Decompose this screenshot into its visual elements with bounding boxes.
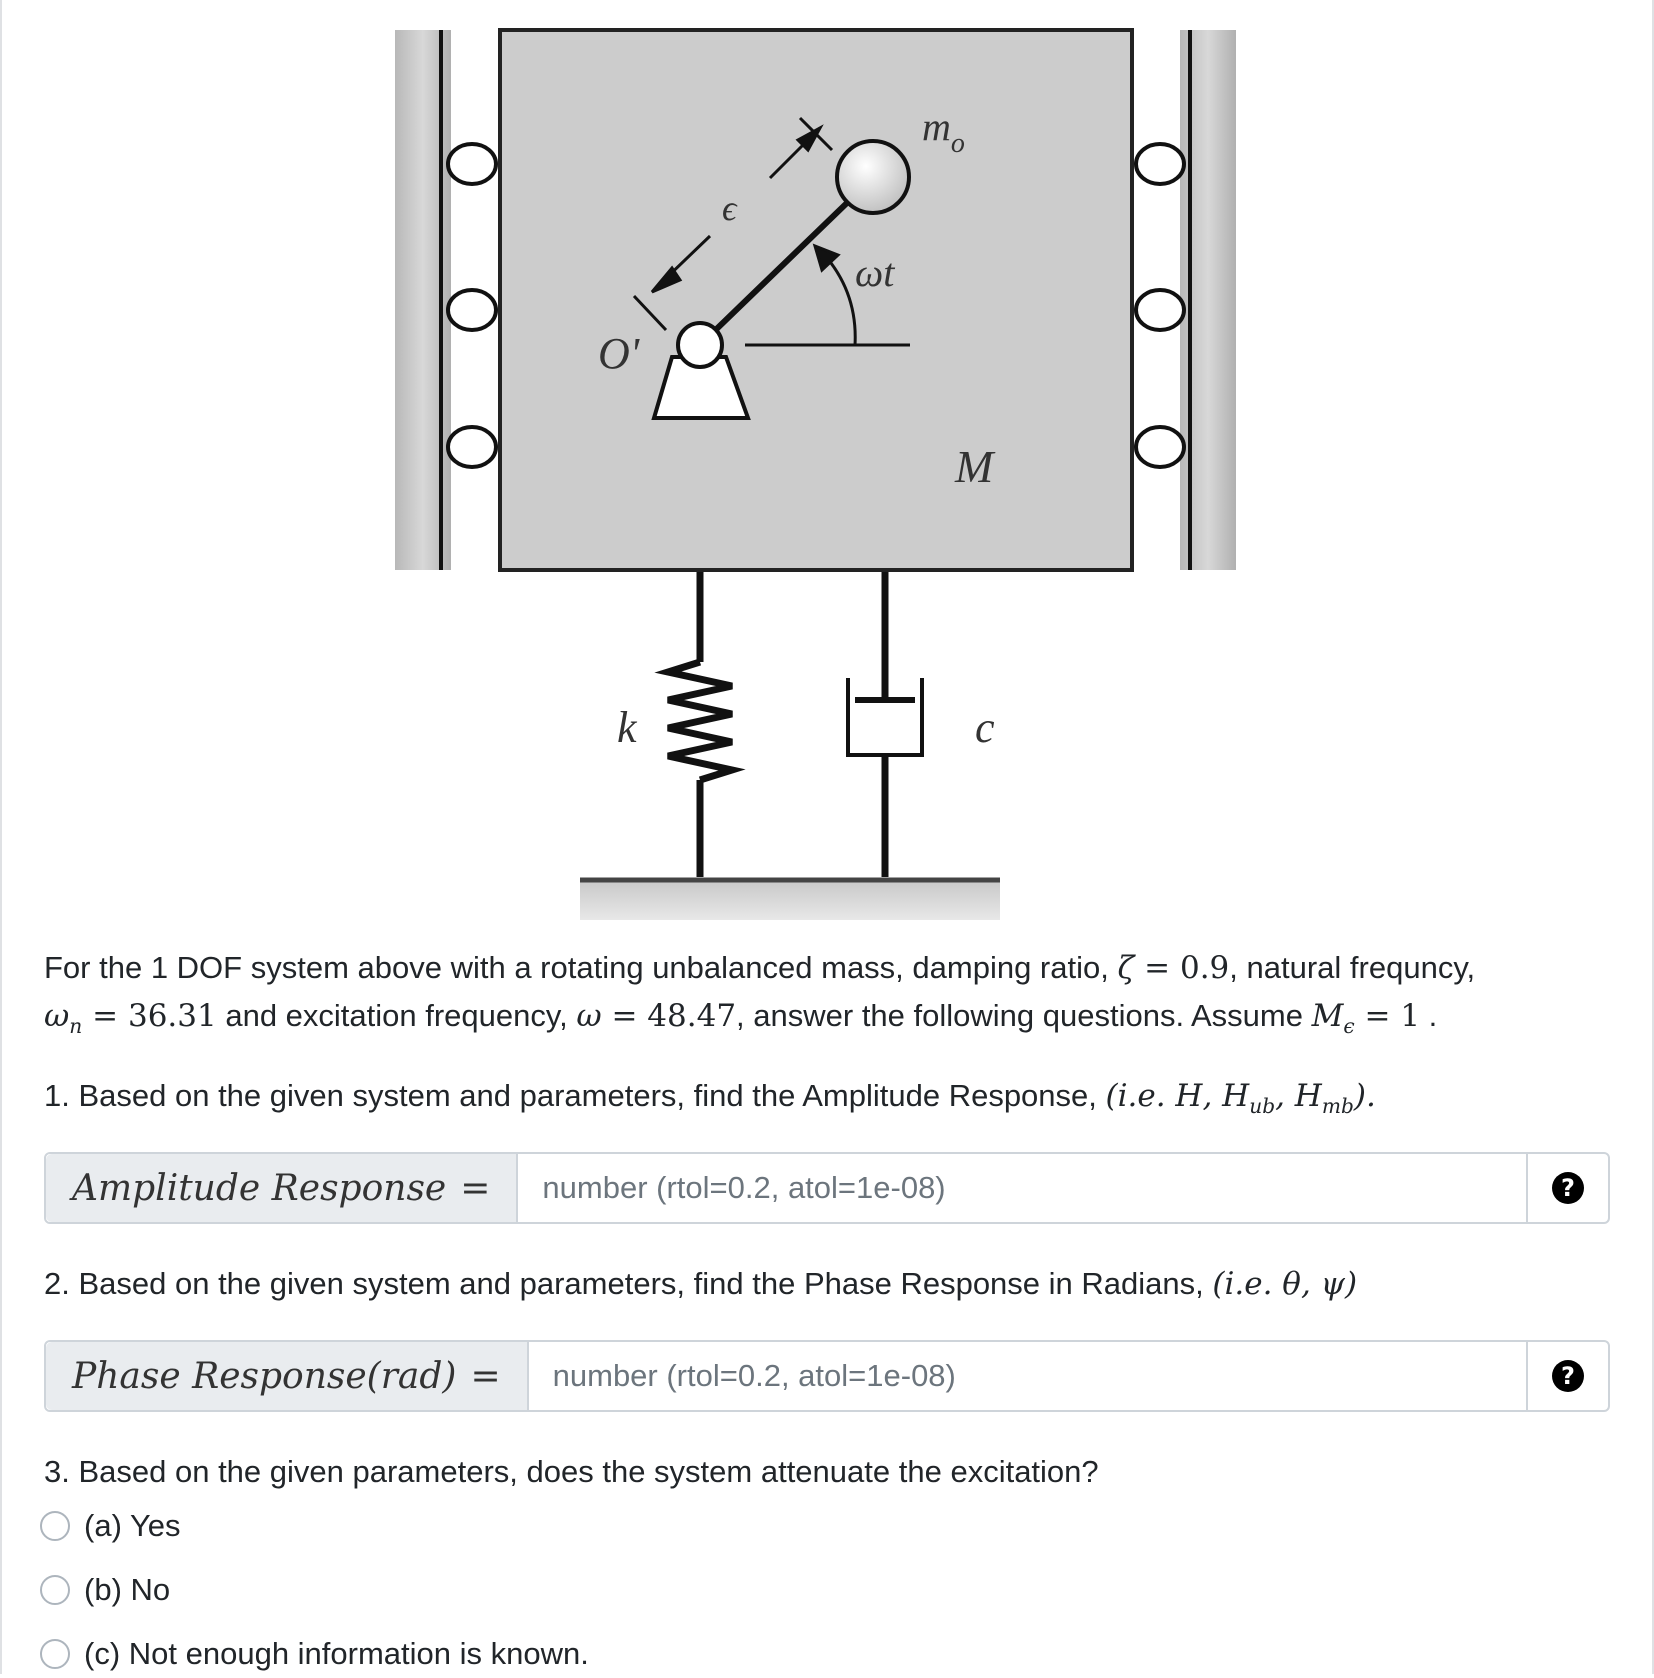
radio-option-unknown[interactable] [40, 1630, 589, 1678]
phase-input-group [44, 1340, 1610, 1412]
label-pivot: O' [598, 329, 640, 378]
intro-paragraph: For the 1 DOF system above with a rotating unbalanced mass, damping ratio, ζ = 0.9, natural frequncy, $\omega_n = 36.31$ and excitation frequency, ω = 48.47, answer the following questions. Assume $M_\epsilon = 1$ . [44, 950, 1476, 1039]
question-circle-icon: ? [1552, 1360, 1584, 1392]
label-angle: ωt [855, 250, 895, 295]
mass-block [500, 30, 1132, 570]
left-rail [395, 30, 451, 570]
spring [668, 572, 732, 877]
question-1-text: 1. Based on the given system and parameters, find the Amplitude Response, (i.e. H, $H_{ub}$, $H_{mb}$). [44, 1078, 1376, 1119]
radio-option-yes[interactable] [40, 1502, 181, 1550]
right-rail [1180, 30, 1236, 570]
amplitude-response-input[interactable] [518, 1154, 1526, 1222]
radio-label: (a) Yes [84, 1508, 181, 1543]
radio-label: (b) No [84, 1572, 171, 1607]
phase-response-input[interactable] [529, 1342, 1526, 1410]
label-damper: c [975, 703, 995, 752]
question-2-text: 2. Based on the given system and parameters, find the Phase Response in Radians, (i.e. θ, ψ) [44, 1266, 1358, 1302]
question-3-text: 3. Based on the given parameters, does the system attenuate the excitation? [44, 1454, 1099, 1489]
phase-label: Phase Response(rad) = [46, 1342, 529, 1410]
amplitude-input-group [44, 1152, 1610, 1224]
phase-help-button[interactable] [1526, 1342, 1608, 1410]
radio-button[interactable] [40, 1511, 70, 1541]
radio-label: (c) Not enough information is known. [84, 1636, 589, 1671]
label-small-mass: $m_o$ [922, 104, 965, 159]
ground [580, 880, 1000, 920]
question-circle-icon: ? [1552, 1172, 1584, 1204]
label-spring: k [617, 703, 637, 752]
amplitude-help-button[interactable] [1526, 1154, 1608, 1222]
radio-button[interactable] [40, 1639, 70, 1669]
label-big-mass: M [955, 441, 994, 492]
radio-option-no[interactable] [40, 1566, 170, 1614]
radio-button[interactable] [40, 1575, 70, 1605]
damper [848, 572, 922, 877]
amplitude-label: Amplitude Response = [46, 1154, 518, 1222]
label-eccentricity: ϵ [722, 188, 737, 228]
